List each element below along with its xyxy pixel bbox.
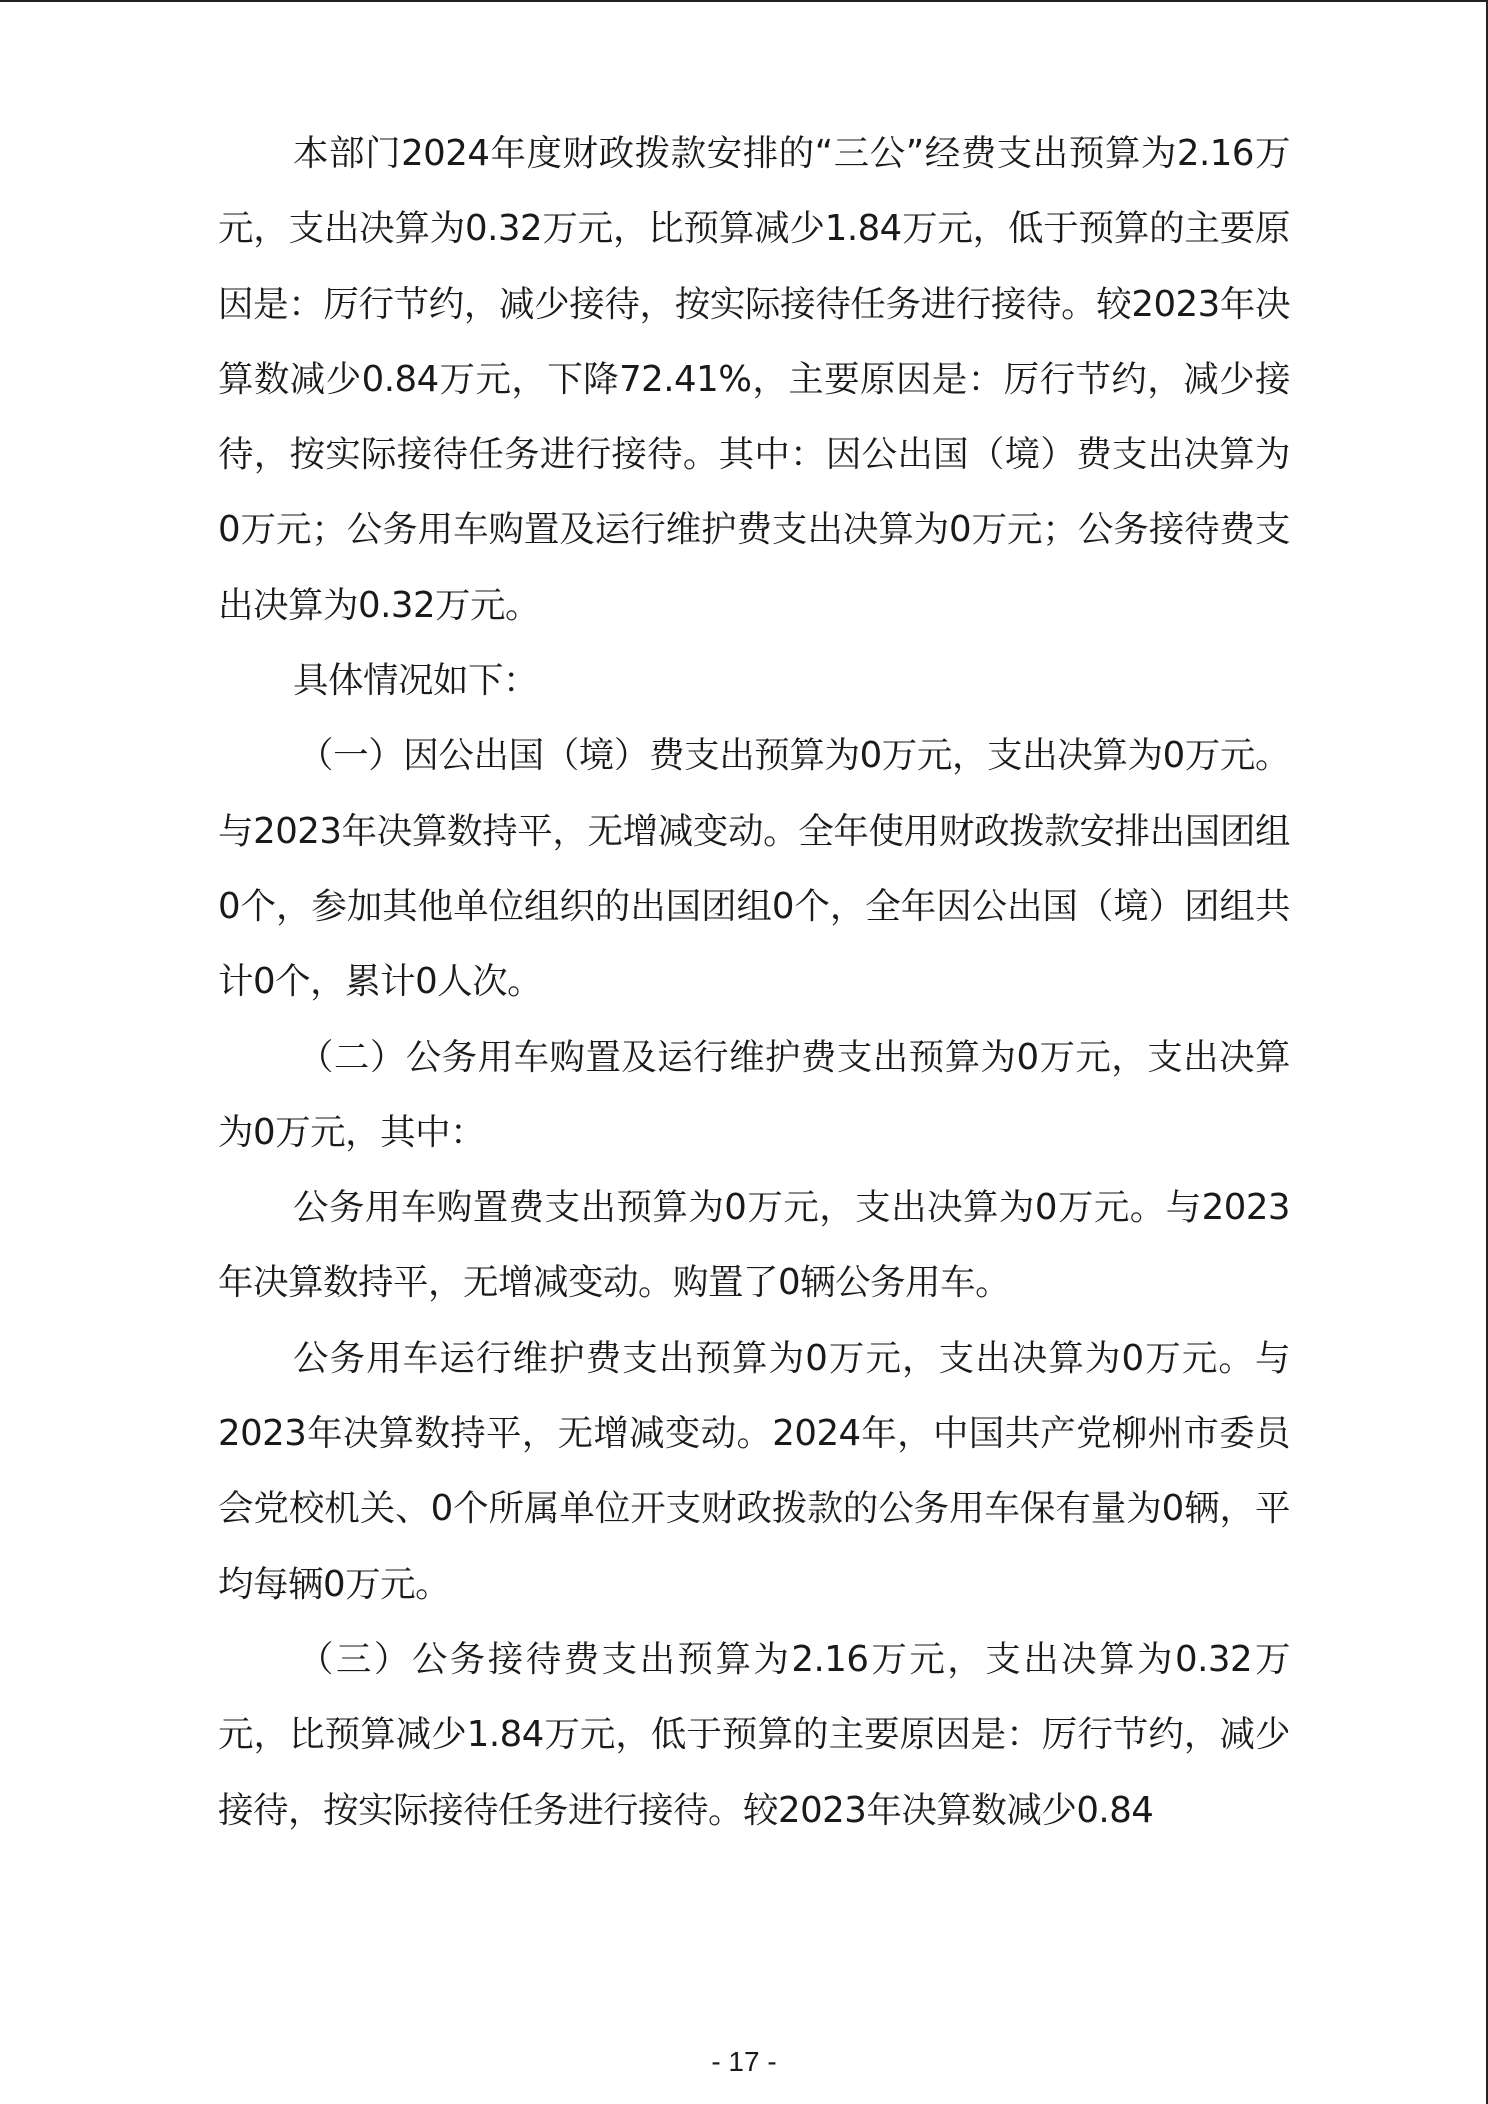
paragraph-details-intro: 具体情况如下： bbox=[293, 660, 539, 702]
paragraph-vehicle-purchase: 公务用车购置费支出预算为0万元，支出决算为0万元。与2023年决算数持平，无增减变动。购置了0辆公务用车。 bbox=[218, 1187, 1290, 1304]
paragraph-vehicle-maintenance: 公务用车运行维护费支出预算为0万元，支出决算为0万元。与2023年决算数持平，无增减变动。2024年，中国共产党柳州市委员会党校机关、0个所属单位开支财政拨款的公务用车保有量为0辆，平均每辆0万元。 bbox=[218, 1337, 1290, 1605]
paragraph-official-vehicles: （二）公务用车购置及运行维护费支出预算为0万元，支出决算为0万元，其中： bbox=[218, 1036, 1290, 1153]
page-number: - 17 - bbox=[711, 2046, 777, 2077]
paragraph-overseas-travel: （一）因公出国（境）费支出预算为0万元，支出决算为0万元。与2023年决算数持平，无增减变动。全年使用财政拨款安排出国团组0个，参加其他单位组织的出国团组0个，全年因公出国（境）团组共计0个，累计0人次。 bbox=[218, 735, 1290, 1003]
paragraph-official-reception: （三）公务接待费支出预算为2.16万元，支出决算为0.32万元，比预算减少1.84万元，低于预算的主要原因是：厉行节约，减少接待，按实际接待任务进行接待。较2023年决算数减少0.84 bbox=[218, 1638, 1290, 1831]
document-body bbox=[218, 116, 1290, 1848]
paragraph-three-public-summary: 本部门2024年度财政拨款安排的“三公”经费支出预算为2.16万元，支出决算为0.32万元，比预算减少1.84万元，低于预算的主要原因是：厉行节约，减少接待，按实际接待任务进行接待。较2023年决算数减少0.84万元，下降72.41%，主要原因是：厉行节约，减少接待，按实际接待任务进行接待。其中：因公出国（境）费支出决算为0万元；公务用车购置及运行维护费支出决算为0万元；公务接待费支出决算为0.32万元。 bbox=[218, 133, 1290, 626]
page-border-top bbox=[0, 0, 1488, 2]
